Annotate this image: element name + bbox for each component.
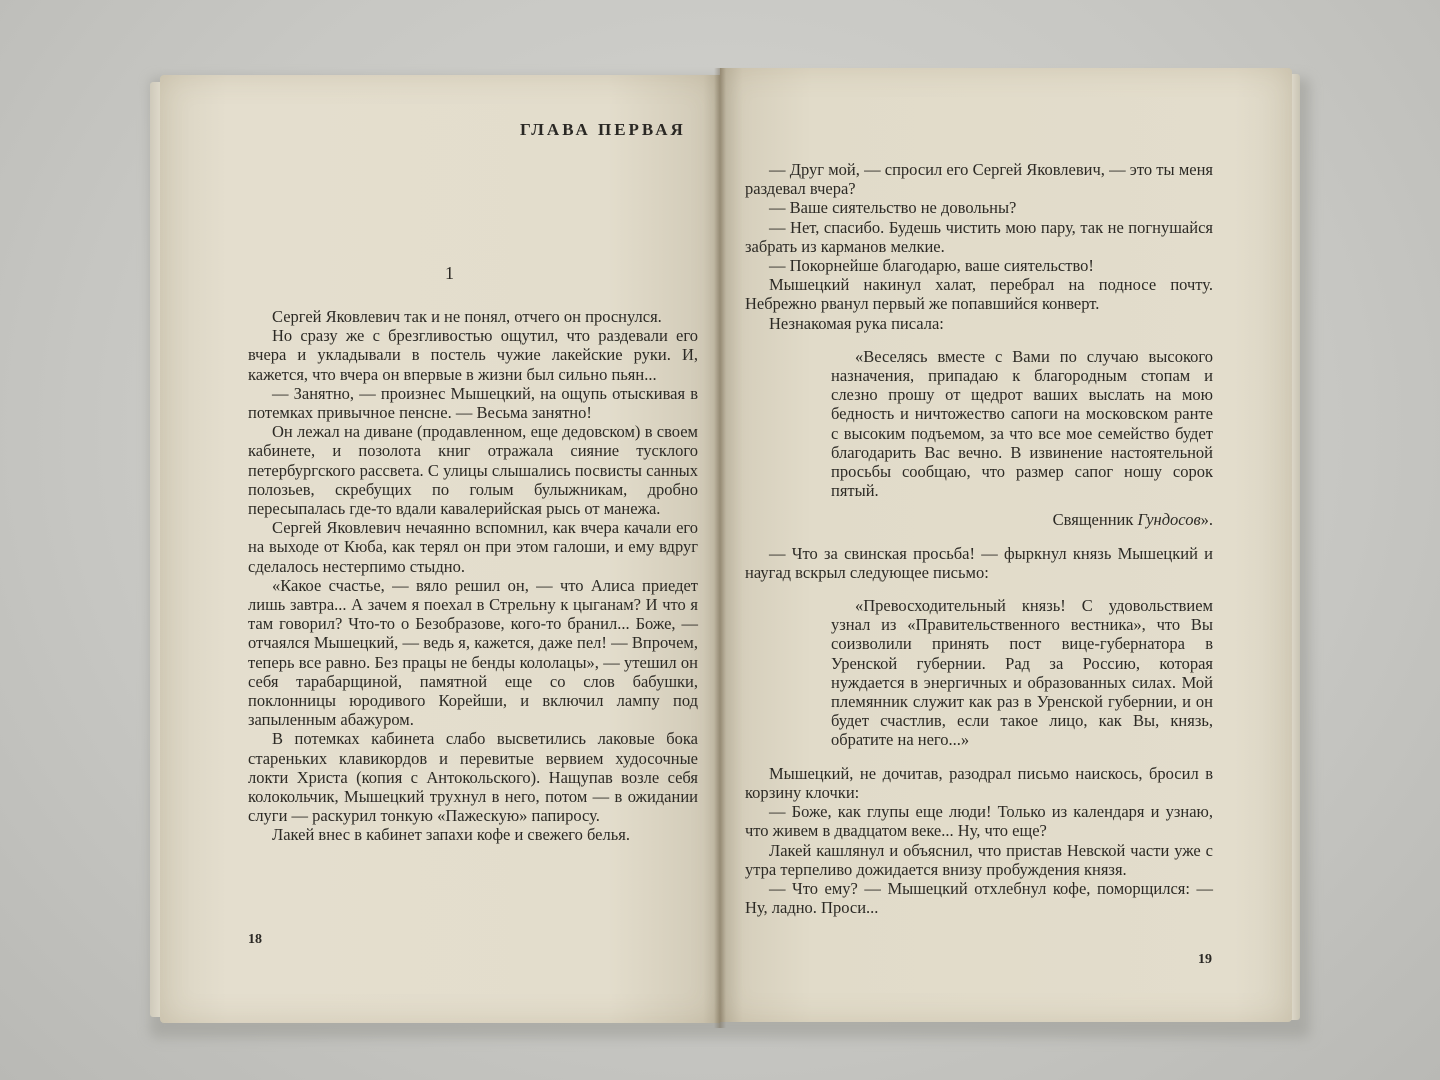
left-page-text [248,307,698,845]
page-number-right: 19 [1198,952,1212,967]
paragraph: Но сразу же с брезгливостью ощутил, что раздевали его вчера и укладывали в постель чужие лакейские руки. И, кажется, что вчера он впервые в жизни был сильно пьян... [248,326,698,384]
paragraph: Сергей Яковлевич нечаянно вспомнил, как вчера качали его на выходе от Кюба, как терял он при этом галоши, и ему вдруг сделалось нестерпимо стыдно. [248,518,698,576]
paragraph: «Какое счастье, — вяло решил он, — что Алиса приедет лишь завтра... А зачем я поехал в Стрельну к цыганам? И что я там говорил? Что-то о Безобразове, кого-то бранил... Боже, — отчаялся Мышецкий, — ведь я, кажется, даже пел! — Впрочем, теперь все равно. Без працы не бенды кололацы», — утешил он себя тарабарщиной, памятной еще со слов бабушки, поклонницы юродивого Корейши, и включил лампу под запыленным абажуром. [248,575,698,730]
signature-name: Гундосов [1137,510,1201,530]
paragraph: — Что ему? — Мышецкий отхлебнул кофе, поморщился: — Ну, ладно. Проси... [745,878,1213,918]
book-spine [714,68,726,1028]
paragraph: — Боже, как глупы еще люди! Только из календаря и узнаю, что живем в двадцатом веке... Ну, что еще? [745,802,1213,841]
paragraph: Мышецкий, не дочитав, разодрал письмо наискось, бросил в корзину клочки: [745,763,1213,802]
paragraph: — Ваше сиятельство не довольны? [769,198,1017,218]
paragraph: Лакей внес в кабинет запахи кофе и свежего белья. [272,825,630,845]
paragraph: — Друг мой, — спросил его Сергей Яковлевич, — это ты меня раздевал вчера? [745,160,1213,199]
signature-suffix: ». [1200,510,1213,530]
letter-quote [831,596,1213,750]
page-number-left: 18 [248,932,262,947]
paragraph: В потемках кабинета слабо высветились лаковые бока старенькиx клавикордов и перевитые вервием худосочные локти Христа (копия с Антокольского). Нащупав возле себя колокольчик, Мышецкий трухнул в него, потом — в ожидании слуги — раскурил тонкую «Пажескую» папиросу. [248,729,698,826]
paragraph: — Покорнейше благодарю, ваше сиятельство! [769,256,1094,276]
paragraph: Сергей Яковлевич так и не понял, отчего он проснулся. [272,307,662,326]
chapter-title: ГЛАВА ПЕРВАЯ [520,120,686,139]
letter-text: «Превосходительный князь! С удовольствием узнал из «Правительственного вестника», что Вы соизволили принять пост вице-губернатора в Уренской губернии. Рад за Россию, которая нуждается в энергичных и образованных силах. Мой племянник служит как раз в Уренской губернии, и он будет счастлив, если такое лицо, как Вы, князь, обратите на него...» [831,596,1213,750]
letter-signature [831,510,1213,529]
signature-prefix: Священник [1052,510,1138,530]
section-number: 1 [445,263,454,283]
paragraph: Незнакомая рука писала: [769,313,944,333]
letter-text: «Веселясь вместе с Вами по случаю высокого назначения, припадаю к благородным стопам и слезно прошу от щедрот ваших выслать на мою бедность и ничтожество сапоги на московском ранте с высоким подъемом, за что все мое семейство будет благодарить Вас вечно. В извинение настоятельной просьбы сообщаю, что размер сапог ношу сорок пятый. [831,346,1213,501]
right-page-text [745,160,1213,917]
paragraph: — Занятно, — произнес Мышецкий, на ощупь отыскивая в потемках привычное пенсне. — Весьма занятно! [248,383,698,423]
letter-quote [831,347,1213,530]
paragraph: Он лежал на диване (продавленном, еще дедовском) в своем кабинете, и позолота книг отражала сияние тусклого петербургского рассвета. С улицы слышались посвисты санных полозьев, скребущих по голым булыжникам, дробно пересыпалась где-то вдали кавалерийская рысь от манежа. [248,422,698,519]
paragraph: — Нет, спасибо. Будешь чистить мою пару, так не погнушайся забрать из карманов мелкие. [745,217,1213,256]
paragraph: Мышецкий накинул халат, перебрал на подносе почту. Небрежно рванул первый же попавшийся конверт. [745,275,1213,314]
paragraph: Лакей кашлянул и объяснил, что пристав Невской части уже с утра терпеливо дожидается внизу пробуждения князя. [745,840,1213,879]
paragraph: — Что за свинская просьба! — фыркнул князь Мышецкий и наугад вскрыл следующее письмо: [745,543,1213,582]
